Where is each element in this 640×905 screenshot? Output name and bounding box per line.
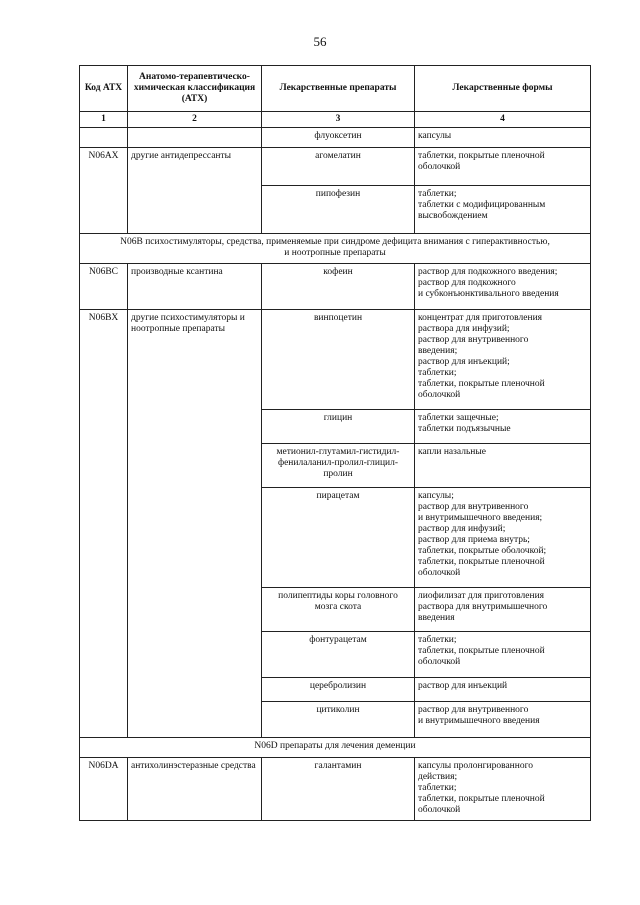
dosage-form-cell: капсулы; раствор для внутривенного и внутримышечного введения; раствор для инфузий; раствор для приема внутрь; таблетки, покрытые оболочкой; таблетки, покрытые пленочной оболочкой [415,488,591,588]
drug-name-cell: галантамин [262,758,415,821]
section-row [80,738,591,758]
dosage-form-cell: раствор для подкожного введения; раствор для подкожного и субконъюнктивального введения [415,264,591,310]
column-number: 1 [80,112,128,128]
dosage-form-cell: таблетки защечные; таблетки подъязычные [415,410,591,444]
atx-code-cell: N06BX [80,310,128,738]
drug-name-cell: церебролизин [262,678,415,702]
table-row [80,148,591,186]
page-number: 56 [313,34,327,49]
section-heading: N06D препараты для лечения деменции [80,738,591,758]
dosage-form-cell: капсулы [415,128,591,148]
column-number-row [80,112,591,128]
atx-code-cell: N06DA [80,758,128,821]
header-row [80,66,591,112]
drug-name-cell: фонтурацетам [262,632,415,678]
dosage-form-cell: капсулы пролонгированного действия; таблетки; таблетки, покрытые пленочной оболочкой [415,758,591,821]
column-number: 2 [128,112,262,128]
drug-name-cell: пирацетам [262,488,415,588]
drug-name-cell: метионил-глутамил-гистидил- фенилаланил-пролил-глицил- пролин [262,444,415,488]
dosage-form-cell: таблетки; таблетки с модифицированным высвобождением [415,186,591,234]
dosage-form-cell: таблетки; таблетки, покрытые пленочной оболочкой [415,632,591,678]
atx-group-cell: другие антидепрессанты [128,148,262,234]
drug-name-cell: глицин [262,410,415,444]
table-row [80,128,591,148]
atx-group-cell: другие психостимуляторы и ноотропные препараты [128,310,262,738]
dosage-form-cell: таблетки, покрытые пленочной оболочкой [415,148,591,186]
table-row [80,758,591,821]
dosage-form-cell: концентрат для приготовления раствора для инфузий; раствор для внутривенного введения; раствор для инъекций; таблетки; таблетки, покрытые пленочной оболочкой [415,310,591,410]
atx-group-cell: антихолинэстеразные средства [128,758,262,821]
atx-code-cell: N06AX [80,148,128,234]
header-code: Код АТХ [80,66,128,112]
header-forms: Лекарственные формы [415,66,591,112]
drug-name-cell: пипофезин [262,186,415,234]
dosage-form-cell: раствор для внутривенного и внутримышечного введения [415,702,591,738]
drug-name-cell: флуоксетин [262,128,415,148]
atx-group-cell: производные ксантина [128,264,262,310]
drug-name-cell: кофеин [262,264,415,310]
atx-table [79,65,591,821]
drug-name-cell: винпоцетин [262,310,415,410]
table-row [80,310,591,410]
dosage-form-cell: капли назальные [415,444,591,488]
column-number: 4 [415,112,591,128]
header-drugs: Лекарственные препараты [262,66,415,112]
table-row [80,264,591,310]
atx-group-cell [128,128,262,148]
drug-name-cell: полипептиды коры головного мозга скота [262,588,415,632]
dosage-form-cell: лиофилизат для приготовления раствора для внутримышечного введения [415,588,591,632]
atx-code-cell: N06BC [80,264,128,310]
section-row [80,234,591,264]
header-classification: Анатомо-терапевтическо-химическая классификация (АТХ) [128,66,262,112]
drug-name-cell: цитиколин [262,702,415,738]
dosage-form-cell: раствор для инъекций [415,678,591,702]
atx-code-cell [80,128,128,148]
drug-name-cell: агомелатин [262,148,415,186]
section-heading: N06B психостимуляторы, средства, применяемые при синдроме дефицита внимания с гиперактивностью, и ноотропные препараты [80,234,591,264]
column-number: 3 [262,112,415,128]
